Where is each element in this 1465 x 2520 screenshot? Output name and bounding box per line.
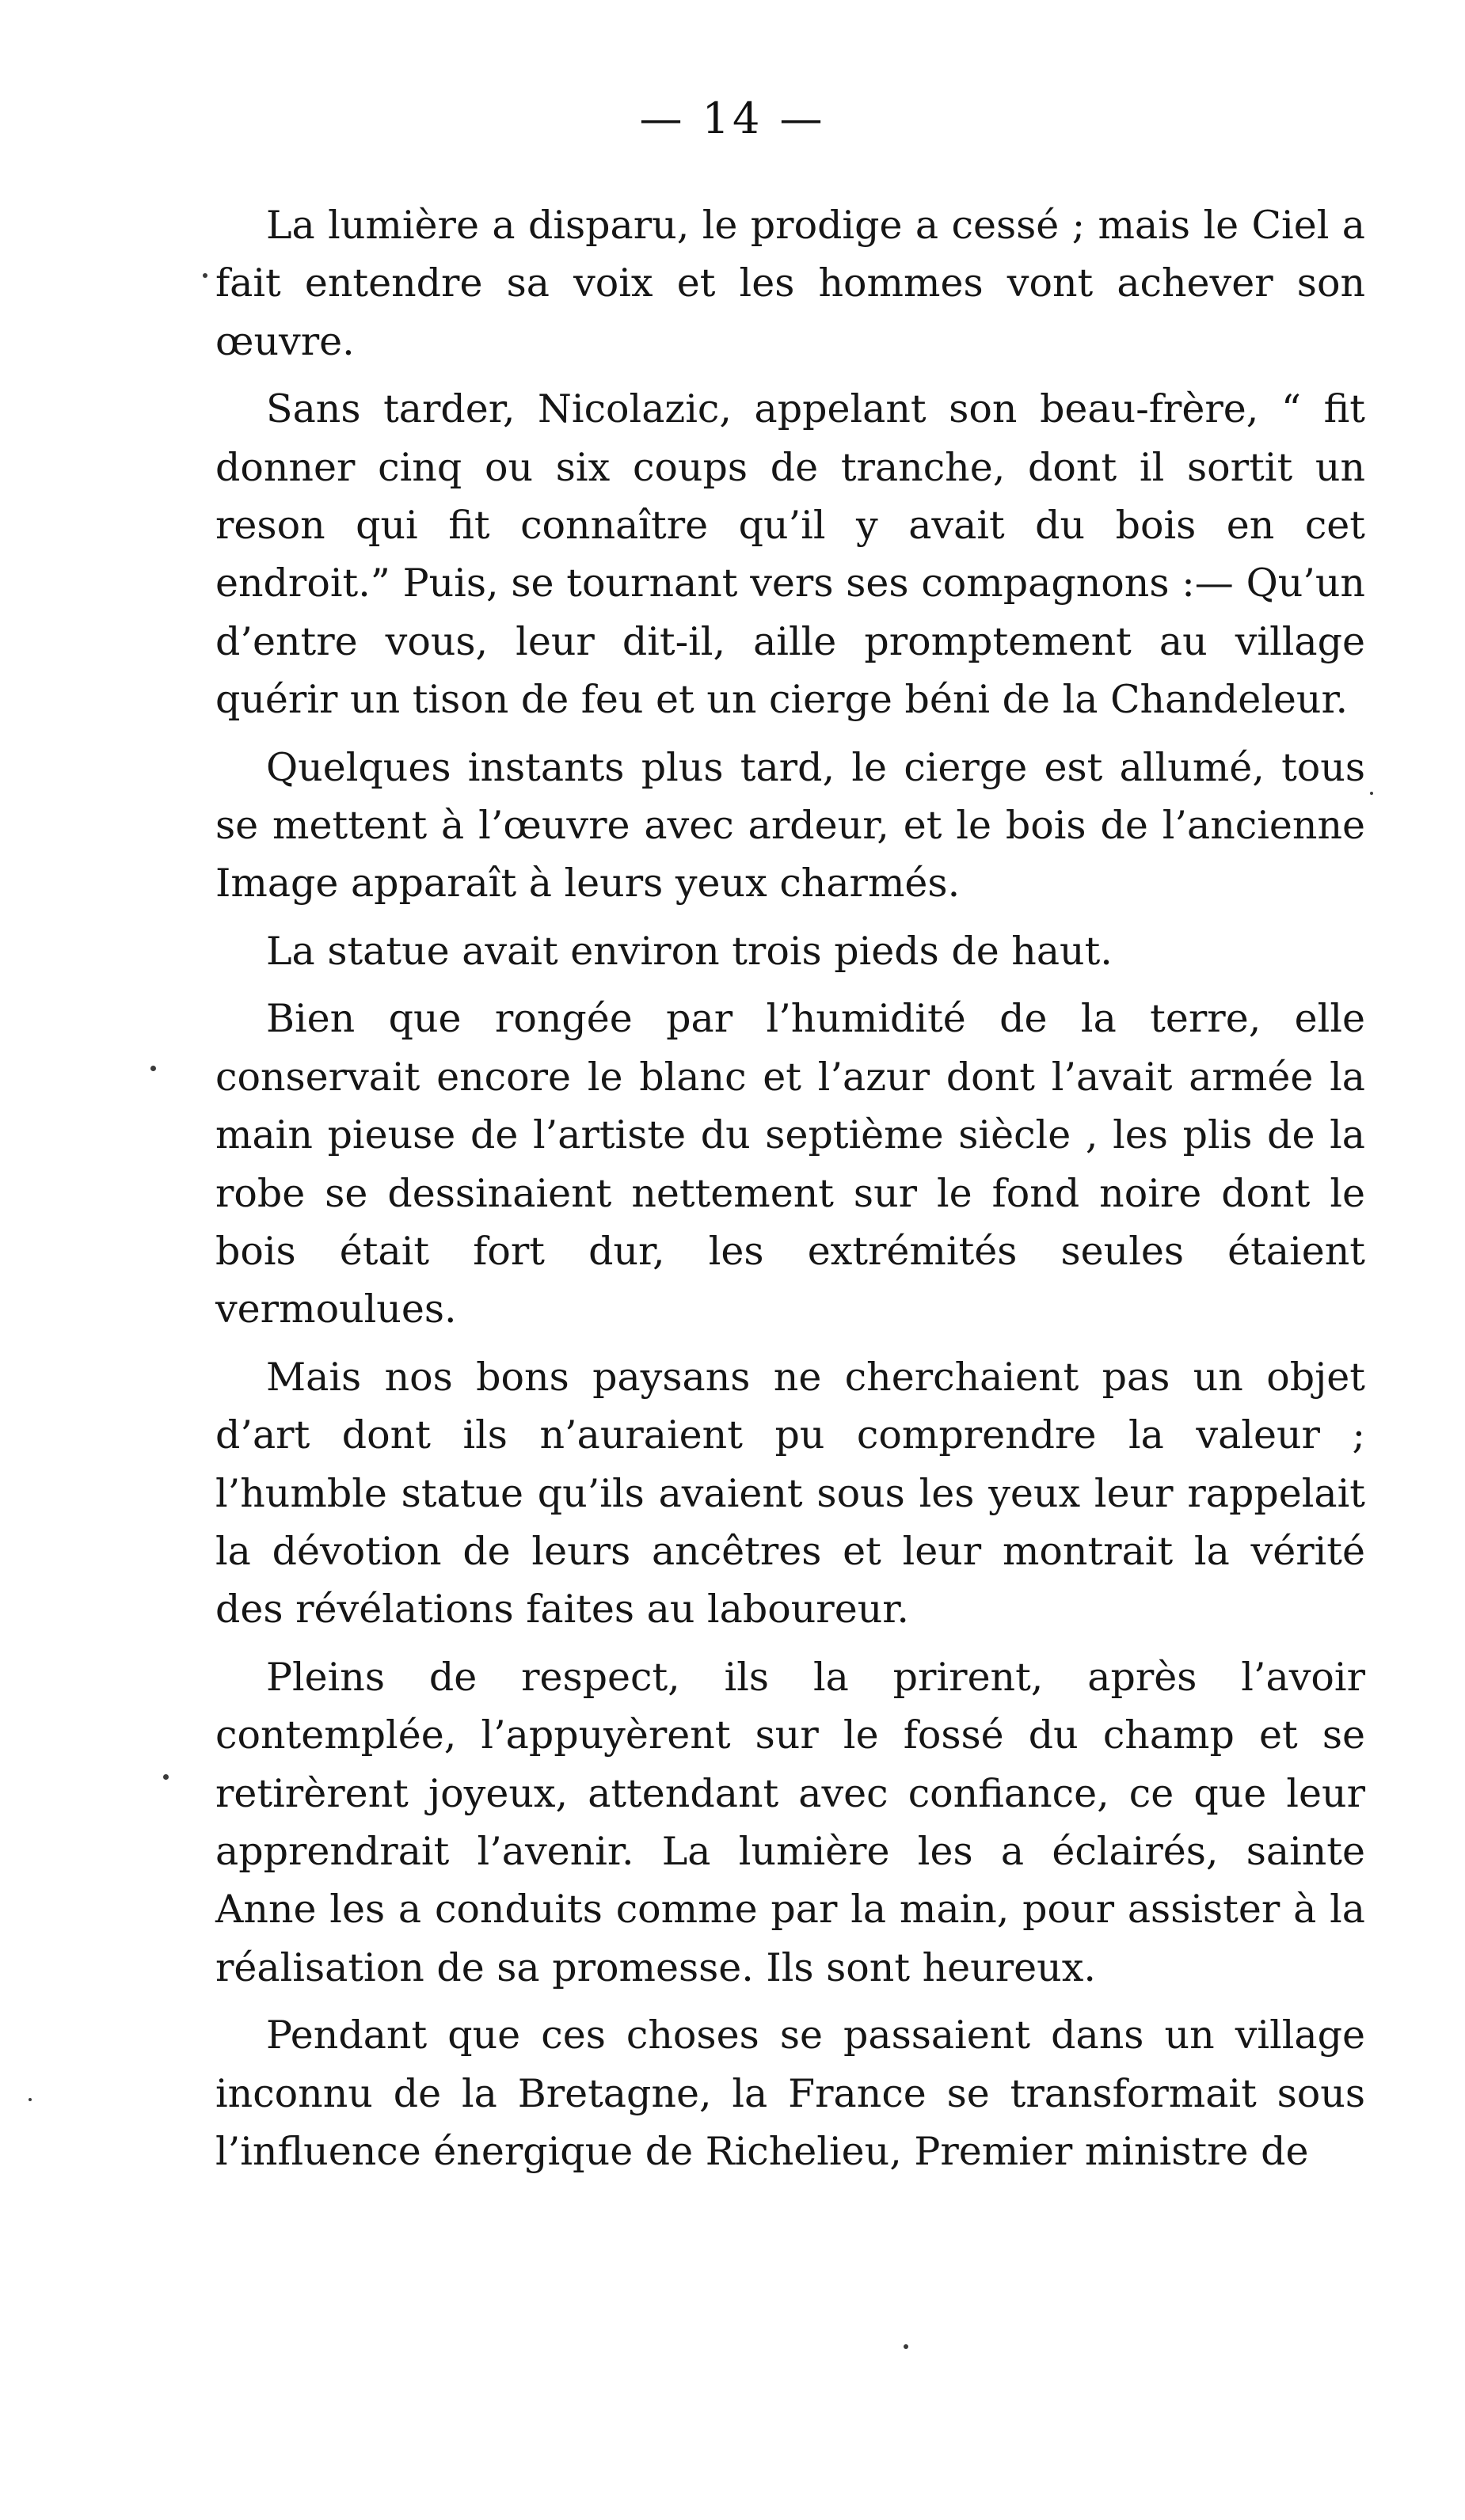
scan-speck — [904, 2344, 908, 2349]
paragraph: Sans tarder, Nicolazic, appelant son beau-frère, “ fit donner cinq ou six coups de tranche, dont il sortit un reson qui fit connaître qu’il y avait du bois en cet endroit.” Puis, se tournant vers ses compagnons :— Qu’un d’entre vous, leur dit-il, aille promptement au village quérir un tison de feu et un cierge béni de la Chandeleur. — [215, 386, 1365, 723]
scan-speck — [150, 1066, 156, 1071]
scan-speck — [29, 2098, 32, 2101]
paragraph: Bien que rongée par l’humidité de la terre, elle conservait encore le blanc et l’azur dont l’avait armée la main pieuse de l’artiste du septième siècle , les plis de la robe se dessinaient nettement sur le fond noire dont le bois était fort dur, les extrémités seules étaient vermoulues. — [215, 996, 1365, 1332]
paragraph: La statue avait environ trois pieds de haut. — [266, 928, 1113, 974]
paragraph: La lumière a disparu, le prodige a cessé ; mais le Ciel a fait entendre sa voix et les hommes vont achever son œuvre. — [215, 203, 1365, 364]
page-body — [215, 196, 1365, 2180]
scan-speck — [1370, 792, 1373, 795]
paragraph: Mais nos bons paysans ne cherchaient pas un objet d’art dont ils n’auraient pu comprendre la valeur ; l’humble statue qu’ils avaient sous les yeux leur rappelait la dévotion de leurs ancêtres et leur montrait la vérité des révélations faites au laboureur. — [215, 1354, 1365, 1632]
page-number-header: — 14 — — [639, 93, 826, 143]
paragraph: Pendant que ces choses se passaient dans un village inconnu de la Bretagne, la France se transformait sous l’influence énergique de Richelieu, Premier ministre de — [215, 2013, 1365, 2174]
paragraph: Quelques instants plus tard, le cierge est allumé, tous se mettent à l’œuvre avec ardeur, et le bois de l’ancienne Image apparaît à leurs yeux charmés. — [215, 744, 1365, 907]
scan-speck — [163, 1774, 169, 1780]
paragraph: Pleins de respect, ils la prirent, après l’avoir contemplée, l’appuyèrent sur le fossé du champ et se retirèrent joyeux, attendant avec confiance, ce que leur apprendrait l’avenir. La lumière les a éclairés, sainte Anne les a conduits comme par la main, pour assister à la réalisation de sa promesse. Ils sont heureux. — [215, 1654, 1365, 1990]
scan-speck — [203, 273, 207, 278]
